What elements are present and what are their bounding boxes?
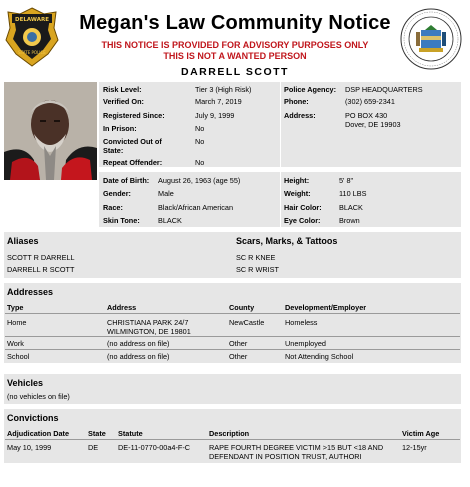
convictions-column-victim-age: Victim Age xyxy=(402,429,440,438)
dob-value: August 26, 1963 (age 55) xyxy=(158,176,241,185)
address-row-county: Other xyxy=(229,352,248,361)
not-wanted-notice: THIS IS NOT A WANTED PERSON xyxy=(163,51,307,61)
convictions-column-state: State xyxy=(88,429,106,438)
dob-label: Date of Birth: xyxy=(103,176,150,185)
advisory-notice: THIS NOTICE IS PROVIDED FOR ADVISORY PURPOSES ONLY xyxy=(101,40,369,50)
addresses-heading: Addresses xyxy=(7,287,54,297)
conviction-row-statute: DE-11-0770-00a4-F-C xyxy=(118,443,191,452)
conviction-row-date: May 10, 1999 xyxy=(7,443,52,452)
address-row-type: School xyxy=(7,352,30,361)
address-row-county: NewCastle xyxy=(229,318,265,327)
page-title: Megan's Law Community Notice xyxy=(79,12,391,34)
alias-item: SCOTT R DARRELL xyxy=(7,253,75,262)
address-row-address-line1: (no address on file) xyxy=(107,352,170,361)
divider xyxy=(5,439,460,440)
addresses-column-employer: Development/Employer xyxy=(285,303,367,312)
convictions-column-description: Description xyxy=(209,429,250,438)
hair-color-label: Hair Color: xyxy=(284,203,322,212)
agency-address-line1: PO BOX 430 xyxy=(345,111,388,120)
convictions-column-statute: Statute xyxy=(118,429,143,438)
address-row-address-line2: WILMINGTON, DE 19801 xyxy=(107,327,191,336)
address-row-type: Work xyxy=(7,339,24,348)
phone-label: Phone: xyxy=(284,97,309,106)
addresses-column-address: Address xyxy=(107,303,137,312)
repeat-offender-label: Repeat Offender: xyxy=(103,158,163,167)
race-label: Race: xyxy=(103,203,123,212)
in-prison-label: In Prison: xyxy=(103,124,137,133)
scar-item: SC R KNEE xyxy=(236,253,276,262)
agency-address-label: Address: xyxy=(284,111,316,120)
divider xyxy=(5,336,460,337)
address-row-employer: Unemployed xyxy=(285,339,326,348)
phone-value: (302) 659-2341 xyxy=(345,97,395,106)
risk-level-label: Risk Level: xyxy=(103,85,142,94)
conviction-row-state: DE xyxy=(88,443,99,452)
verified-on-label: Verified On: xyxy=(103,97,144,106)
address-row-employer: Homeless xyxy=(285,318,318,327)
registered-since-value: July 9, 1999 xyxy=(195,111,235,120)
addresses-column-county: County xyxy=(229,303,255,312)
svg-text:DELAWARE: DELAWARE xyxy=(15,17,49,23)
risk-level-value: Tier 3 (High Risk) xyxy=(195,85,252,94)
eye-color-value: Brown xyxy=(339,216,360,225)
convicted-out-of-state-label: Convicted Out of State: xyxy=(103,137,162,155)
offender-photo xyxy=(4,82,97,180)
eye-color-label: Eye Color: xyxy=(284,216,321,225)
police-agency-value: DSP HEADQUARTERS xyxy=(345,85,423,94)
divider xyxy=(5,349,460,350)
address-row-type: Home xyxy=(7,318,27,327)
skin-tone-label: Skin Tone: xyxy=(103,216,140,225)
repeat-offender-value: No xyxy=(195,158,205,167)
delaware-state-seal xyxy=(400,8,462,70)
address-row-county: Other xyxy=(229,339,248,348)
alias-item: DARRELL R SCOTT xyxy=(7,265,75,274)
skin-tone-value: BLACK xyxy=(158,216,182,225)
hair-color-value: BLACK xyxy=(339,203,363,212)
height-label: Height: xyxy=(284,176,310,185)
offender-name: DARRELL SCOTT xyxy=(181,66,289,78)
aliases-heading: Aliases xyxy=(7,236,39,246)
race-value: Black/African American xyxy=(158,203,234,212)
agency-address-line2: Dover, DE 19903 xyxy=(345,120,401,129)
conviction-row-description-line2: DEFENDANT IN POSITION TRUST, AUTHORI xyxy=(209,452,362,461)
conviction-row-victim-age: 12-15yr xyxy=(402,443,427,452)
address-row-address-line1: CHRISTIANA PARK 24/7 xyxy=(107,318,189,327)
gender-label: Gender: xyxy=(103,189,131,198)
address-row-address-line1: (no address on file) xyxy=(107,339,170,348)
registered-since-label: Registered Since: xyxy=(103,111,165,120)
convictions-column-date: Adjudication Date xyxy=(7,429,70,438)
police-agency-label: Police Agency: xyxy=(284,85,337,94)
conviction-row-description-line1: RAPE FOURTH DEGREE VICTIM >15 BUT <18 AND xyxy=(209,443,384,452)
vehicles-section xyxy=(4,374,461,404)
vehicles-heading: Vehicles xyxy=(7,378,44,388)
scar-item: SC R WRIST xyxy=(236,265,279,274)
scars-heading: Scars, Marks, & Tattoos xyxy=(236,236,338,246)
addresses-column-type: Type xyxy=(7,303,24,312)
verified-on-value: March 7, 2019 xyxy=(195,97,242,106)
weight-label: Weight: xyxy=(284,189,311,198)
vehicles-empty-text: (no vehicles on file) xyxy=(7,392,70,401)
convicted-out-of-state-value: No xyxy=(195,137,205,146)
weight-value: 110 LBS xyxy=(339,189,367,198)
in-prison-value: No xyxy=(195,124,205,133)
address-row-employer: Not Attending School xyxy=(285,352,354,361)
divider xyxy=(5,313,460,314)
svg-text:STATE POLICE: STATE POLICE xyxy=(18,50,46,55)
height-value: 5' 8" xyxy=(339,176,354,185)
gender-value: Male xyxy=(158,189,174,198)
delaware-state-police-badge xyxy=(4,6,60,68)
convictions-heading: Convictions xyxy=(7,413,59,423)
